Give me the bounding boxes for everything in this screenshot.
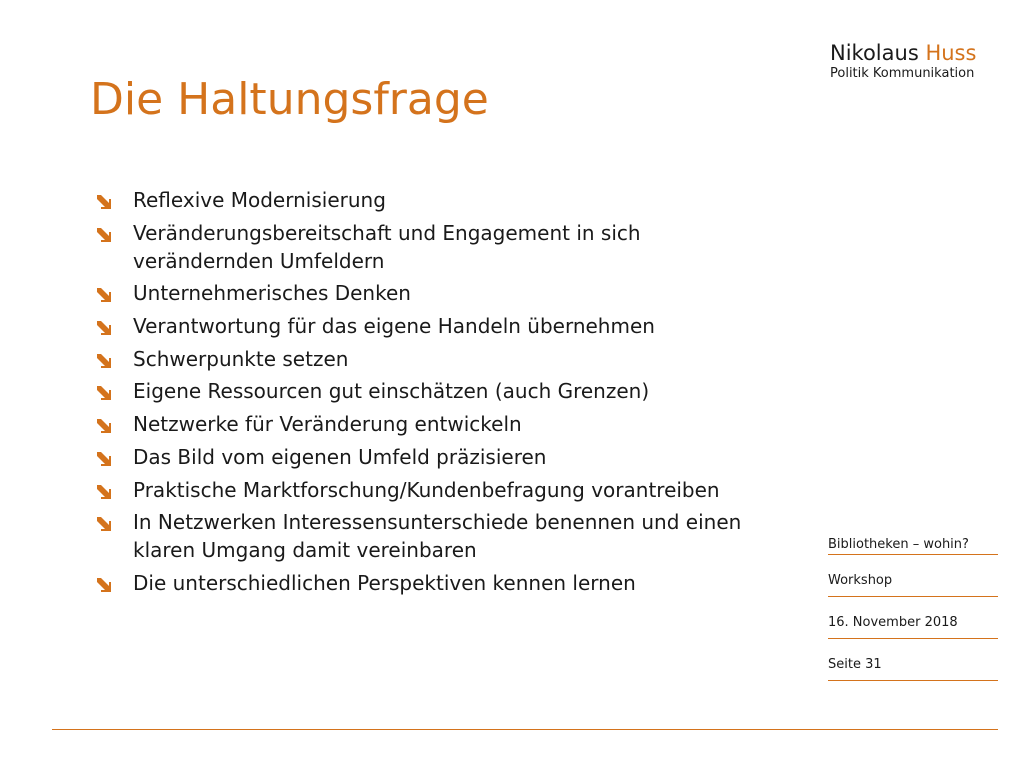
bullet-text: Veränderungsbereitschaft und Engagement in sich verändernden Umfeldern: [133, 220, 641, 273]
bullet-text: Schwerpunkte setzen: [133, 346, 349, 371]
arrow-down-right-icon: [95, 193, 111, 209]
arrow-down-right-icon: [95, 515, 111, 531]
event-format: Workshop: [828, 555, 998, 597]
bullet-item: [95, 186, 775, 214]
page-number: Seite 31: [828, 639, 998, 681]
brand-name-first: Nikolaus: [830, 41, 919, 65]
event-title: Bibliotheken – wohin?: [828, 524, 998, 555]
arrow-down-right-icon: [95, 384, 111, 400]
bullet-item: [95, 219, 775, 275]
brand-name: [830, 40, 1010, 66]
bullet-item: [95, 312, 775, 340]
bullet-item: [95, 569, 775, 597]
bullet-text: Verantwortung für das eigene Handeln übernehmen: [133, 314, 655, 339]
bullet-text: Das Bild vom eigenen Umfeld präzisieren: [133, 444, 547, 469]
arrow-down-right-icon: [95, 226, 111, 242]
bullet-text: Eigene Ressourcen gut einschätzen (auch Grenzen): [133, 379, 650, 404]
arrow-down-right-icon: [95, 417, 111, 433]
bullet-item: [95, 476, 775, 504]
bullet-text: Praktische Marktforschung/Kundenbefragung vorantreiben: [133, 477, 720, 502]
bullet-item: [95, 410, 775, 438]
bullet-item: [95, 443, 775, 471]
bullet-item: [95, 345, 775, 373]
arrow-down-right-icon: [95, 286, 111, 302]
slide-info-panel: [828, 524, 998, 681]
arrow-down-right-icon: [95, 576, 111, 592]
event-date: 16. November 2018: [828, 597, 998, 639]
footer-divider: [52, 729, 998, 730]
bullet-item: [95, 279, 775, 307]
arrow-down-right-icon: [95, 352, 111, 368]
brand-logo: [830, 40, 1010, 82]
slide-title: Die Haltungsfrage: [90, 74, 489, 125]
arrow-down-right-icon: [95, 483, 111, 499]
bullet-item: [95, 377, 775, 405]
bullet-item: [95, 508, 775, 564]
brand-tagline: Politik Kommunikation: [830, 66, 975, 81]
arrow-down-right-icon: [95, 319, 111, 335]
bullet-text: Reflexive Modernisierung: [133, 188, 386, 212]
arrow-down-right-icon: [95, 450, 111, 466]
brand-name-second: Huss: [925, 41, 977, 65]
bullet-list: [95, 186, 775, 602]
bullet-text: Unternehmerisches Denken: [133, 281, 411, 306]
bullet-text: Die unterschiedlichen Perspektiven kennen lernen: [133, 570, 636, 595]
bullet-text: In Netzwerken Interessensunterschiede benennen und einen klaren Umgang damit vereinbaren: [133, 510, 742, 563]
bullet-text: Netzwerke für Veränderung entwickeln: [133, 412, 522, 437]
